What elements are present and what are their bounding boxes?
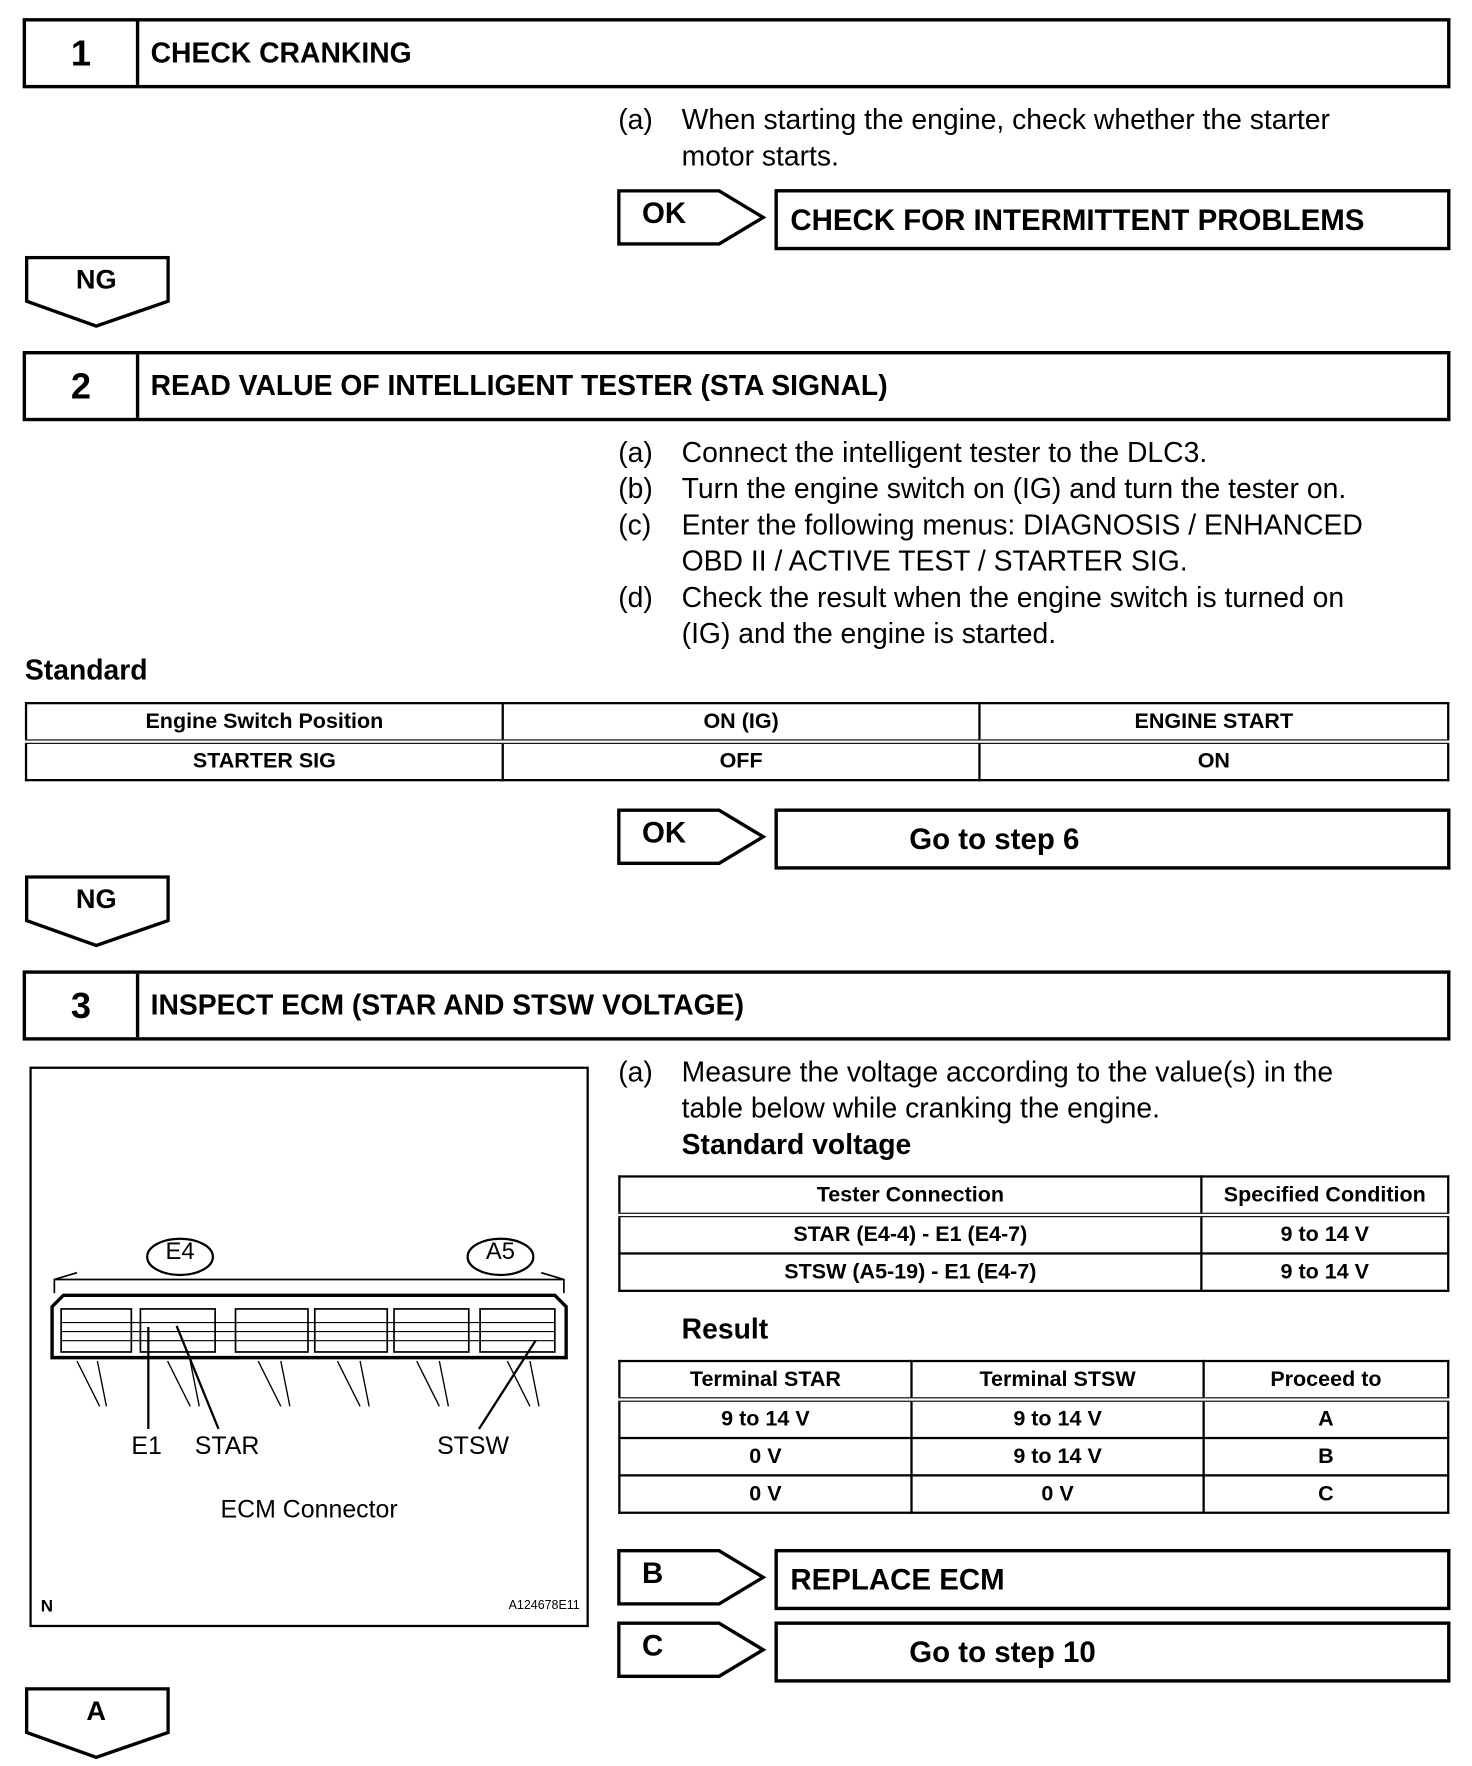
- table-cell: STARTER SIG: [26, 742, 503, 780]
- instruction-label: (a): [618, 1056, 653, 1089]
- instruction-text: When starting the engine, check whether the starter: [681, 104, 1330, 136]
- ng-arrow[interactable]: [25, 875, 170, 947]
- step-3-header: [23, 970, 1451, 1040]
- ng-label: NG: [75, 264, 117, 296]
- result-label: Result: [681, 1313, 769, 1346]
- table-header: Specified Condition: [1201, 1176, 1448, 1214]
- table-header: Tester Connection: [619, 1176, 1201, 1214]
- ng-label: NG: [75, 884, 117, 915]
- table-header: ENGINE START: [979, 703, 1448, 741]
- instruction-text: Enter the following menus: DIAGNOSIS / ENHANCED: [681, 509, 1363, 542]
- table-cell: 0 V: [912, 1475, 1204, 1512]
- table-row: [619, 1400, 1448, 1438]
- table-cell: 9 to 14 V: [619, 1400, 911, 1438]
- table-cell: 9 to 14 V: [912, 1438, 1204, 1475]
- table-cell: C: [1204, 1475, 1449, 1512]
- ecm-connector-illustration: [32, 1069, 587, 1625]
- table-row: [619, 1253, 1448, 1290]
- table-cell: ON: [979, 742, 1448, 780]
- standard-voltage-table: [618, 1175, 1449, 1292]
- instruction-text: Check the result when the engine switch is turned on: [681, 582, 1345, 614]
- table-header: ON (IG): [503, 703, 980, 741]
- step-title: CHECK CRANKING: [150, 36, 412, 69]
- go-to-step-6-box[interactable]: Go to step 6: [774, 808, 1450, 869]
- instruction-label: (a): [618, 437, 653, 469]
- instruction-label: (b): [618, 473, 653, 506]
- step-2-header: [23, 351, 1451, 421]
- step-number: 1: [26, 22, 139, 85]
- table-cell: STSW (A5-19) - E1 (E4-7): [619, 1253, 1201, 1290]
- standard-table: [25, 702, 1449, 781]
- connector-label-a5: A5: [485, 1238, 516, 1265]
- table-cell: A: [1204, 1400, 1449, 1438]
- standard-label: Standard: [24, 654, 148, 687]
- c-arrow[interactable]: [617, 1621, 766, 1678]
- terminal-label-star: STAR: [194, 1431, 260, 1460]
- ok-label: OK: [642, 815, 687, 850]
- go-to-step-10-box[interactable]: Go to step 10: [774, 1621, 1450, 1682]
- ok-label: OK: [642, 195, 687, 230]
- table-cell: 9 to 14 V: [1201, 1253, 1448, 1290]
- a-label: A: [86, 1696, 107, 1727]
- terminal-label-e1: E1: [131, 1431, 162, 1460]
- c-label: C: [642, 1628, 664, 1663]
- table-header: Terminal STAR: [619, 1361, 911, 1399]
- a-arrow[interactable]: [25, 1687, 170, 1759]
- table-header: Engine Switch Position: [26, 703, 503, 741]
- corner-mark: N: [40, 1596, 54, 1616]
- step-title: READ VALUE OF INTELLIGENT TESTER (STA SIGNAL): [150, 369, 888, 402]
- b-label: B: [642, 1555, 664, 1590]
- instruction-text: motor starts.: [681, 140, 839, 173]
- instruction-label: (d): [618, 582, 653, 614]
- step-number: 3: [26, 974, 139, 1037]
- ok-arrow[interactable]: [617, 808, 766, 865]
- instruction-text: Connect the intelligent tester to the DLC3.: [681, 437, 1208, 469]
- table-header: Proceed to: [1204, 1361, 1449, 1399]
- instruction-text: OBD II / ACTIVE TEST / STARTER SIG.: [681, 545, 1188, 578]
- instruction-text: Turn the engine switch on (IG) and turn the tester on.: [681, 473, 1347, 506]
- table-row: [619, 1438, 1448, 1475]
- table-row: [619, 1215, 1448, 1253]
- standard-voltage-label: Standard voltage: [681, 1128, 912, 1161]
- instruction-label: (c): [618, 509, 652, 542]
- diagram-caption: ECM Connector: [220, 1494, 398, 1523]
- step-1-header: [23, 18, 1451, 88]
- table-row: [26, 742, 1448, 780]
- table-cell: 0 V: [619, 1438, 911, 1475]
- step-title: INSPECT ECM (STAR AND STSW VOLTAGE): [150, 989, 744, 1021]
- table-cell: 0 V: [619, 1475, 911, 1512]
- table-cell: OFF: [503, 742, 980, 780]
- ecm-connector-diagram: [29, 1067, 588, 1627]
- ng-arrow[interactable]: [25, 256, 170, 328]
- terminal-label-stsw: STSW: [437, 1431, 510, 1460]
- table-cell: STAR (E4-4) - E1 (E4-7): [619, 1215, 1201, 1253]
- table-cell: B: [1204, 1438, 1449, 1475]
- figure-id: A124678E11: [508, 1598, 580, 1613]
- ok-result-box[interactable]: CHECK FOR INTERMITTENT PROBLEMS: [774, 189, 1450, 250]
- table-cell: 9 to 14 V: [1201, 1215, 1448, 1253]
- table-cell: 9 to 14 V: [912, 1400, 1204, 1438]
- table-header: Terminal STSW: [912, 1361, 1204, 1399]
- ok-arrow[interactable]: [617, 189, 766, 246]
- connector-label-e4: E4: [165, 1238, 195, 1265]
- instruction-label: (a): [618, 104, 653, 136]
- instruction-text: table below while cranking the engine.: [681, 1092, 1161, 1125]
- instruction-text: (IG) and the engine is started.: [681, 618, 1057, 650]
- instruction-text: Measure the voltage according to the value(s) in the: [681, 1056, 1334, 1089]
- table-row: [619, 1475, 1448, 1512]
- b-arrow[interactable]: [617, 1549, 766, 1606]
- result-table: [618, 1360, 1449, 1514]
- step-number: 2: [26, 354, 139, 417]
- replace-ecm-box[interactable]: REPLACE ECM: [774, 1549, 1450, 1610]
